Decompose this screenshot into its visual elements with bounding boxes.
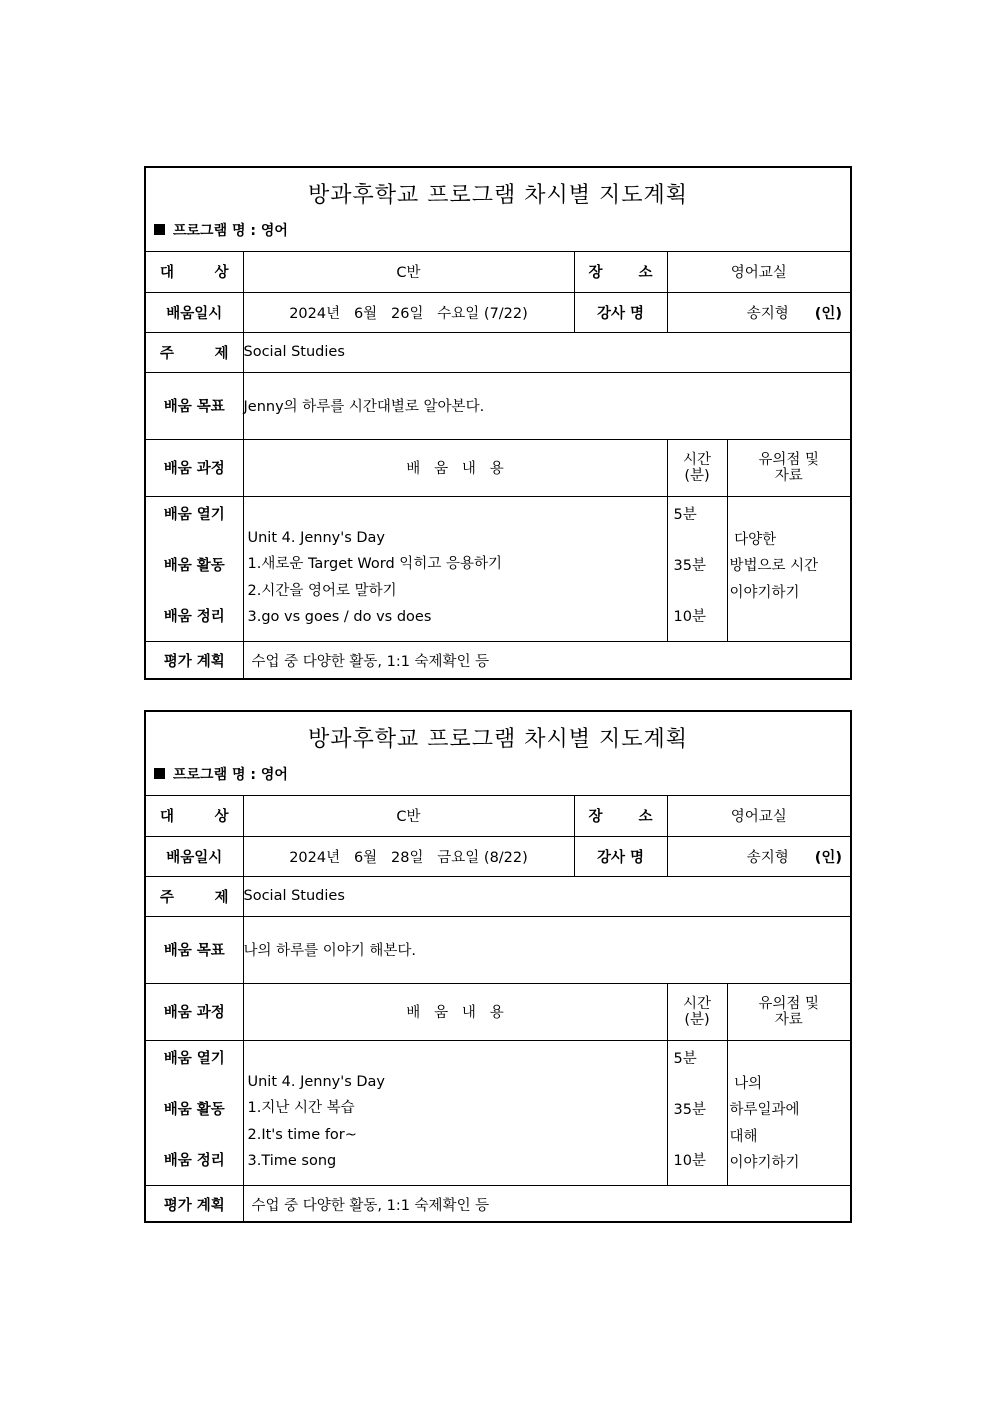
goal-label: 배움 목표 [146,916,243,983]
topic-label: 주 제 [146,332,243,372]
topic-value: Social Studies [243,876,850,916]
content-line: 2.It's time for~ [247,1126,357,1143]
notes-line: 다양한 [729,531,777,548]
program-name [154,220,288,240]
program-label: 프로그램 명 : 영어 [173,223,288,239]
notes-line: 대해 [729,1128,758,1145]
times-cell [667,496,727,641]
instructor-value: 송지형 [746,305,789,322]
time-header: 시간 (분) [667,439,727,496]
stage-opening: 배움 열기 [163,506,225,523]
content-line: 3.go vs goes / do vs does [247,609,432,625]
instructor-cell [667,836,850,876]
stages-cell [146,1040,243,1185]
stage-wrapup: 배움 정리 [163,608,225,625]
stage-opening: 배움 열기 [163,1050,225,1067]
eval-value: 수업 중 다양한 활동, 1:1 숙제확인 등 [243,1185,850,1223]
target-value: C반 [243,252,574,292]
content-cell [243,496,667,641]
instructor-cell [667,292,850,332]
notes-line: 이야기하기 [729,584,800,601]
content-header: 배 움 내 용 [243,439,667,496]
content-line: 1.지난 시간 복습 [247,1100,355,1116]
lesson-plan-1 [144,166,852,680]
instructor-label: 강사 명 [574,292,667,332]
times-cell [667,1040,727,1185]
notes-cell [727,1040,850,1185]
seal-mark: (인) [814,305,842,322]
plan-table [146,252,850,679]
place-value: 영어교실 [667,796,850,836]
time-header: 시간 (분) [667,983,727,1040]
time-activity: 35분 [673,1101,706,1118]
content-line: 3.Time song [247,1153,337,1169]
stages-cell [146,496,243,641]
place-label: 장 소 [574,796,667,836]
process-label: 배움 과정 [146,983,243,1040]
target-label: 대 상 [146,252,243,292]
plan-header [146,168,850,252]
goal-value: Jenny의 하루를 시간대별로 알아본다. [243,372,850,439]
time-wrapup: 10분 [673,1152,706,1169]
notes-cell [727,496,850,641]
topic-label: 주 제 [146,876,243,916]
content-line: Unit 4. Jenny's Day [247,529,386,546]
date-value: 2024년 6월 28일 금요일 (8/22) [243,836,574,876]
square-bullet-icon [154,768,165,779]
notes-line: 방법으로 시간 [729,558,819,574]
instructor-value: 송지형 [746,849,789,866]
stage-activity: 배움 활동 [163,557,225,574]
notes-line: 하루일과에 [729,1102,800,1118]
content-line: Unit 4. Jenny's Day [247,1073,386,1090]
time-opening: 5분 [673,506,697,523]
stage-activity: 배움 활동 [163,1101,225,1118]
place-value: 영어교실 [667,252,850,292]
seal-mark: (인) [814,849,842,866]
date-value: 2024년 6월 26일 수요일 (7/22) [243,292,574,332]
content-cell [243,1040,667,1185]
plan-header [146,712,850,796]
date-label: 배움일시 [146,836,243,876]
plan-table [146,796,850,1223]
notes-line: 이야기하기 [729,1155,800,1171]
notes-header: 유의점 및 자료 [727,439,850,496]
notes-header: 유의점 및 자료 [727,983,850,1040]
square-bullet-icon [154,224,165,235]
content-header: 배 움 내 용 [243,983,667,1040]
place-label: 장 소 [574,252,667,292]
time-opening: 5분 [673,1050,697,1067]
eval-value: 수업 중 다양한 활동, 1:1 숙제확인 등 [243,641,850,679]
program-label: 프로그램 명 : 영어 [173,767,288,783]
goal-value: 나의 하루를 이야기 해본다. [243,916,850,983]
time-wrapup: 10분 [673,608,706,625]
plan-title: 방과후학교 프로그램 차시별 지도계획 [307,183,688,208]
plan-title: 방과후학교 프로그램 차시별 지도계획 [307,727,688,752]
instructor-label: 강사 명 [574,836,667,876]
notes-line: 나의 [729,1075,763,1092]
program-name [154,764,288,784]
eval-label: 평가 계획 [146,641,243,679]
stage-wrapup: 배움 정리 [163,1152,225,1169]
date-label: 배움일시 [146,292,243,332]
time-activity: 35분 [673,557,706,574]
target-label: 대 상 [146,796,243,836]
content-line: 2.시간을 영어로 말하기 [247,582,397,599]
eval-label: 평가 계획 [146,1185,243,1223]
lesson-plan-2 [144,710,852,1223]
goal-label: 배움 목표 [146,372,243,439]
process-label: 배움 과정 [146,439,243,496]
content-line: 1.새로운 Target Word 익히고 응용하기 [247,556,502,572]
topic-value: Social Studies [243,332,850,372]
target-value: C반 [243,796,574,836]
